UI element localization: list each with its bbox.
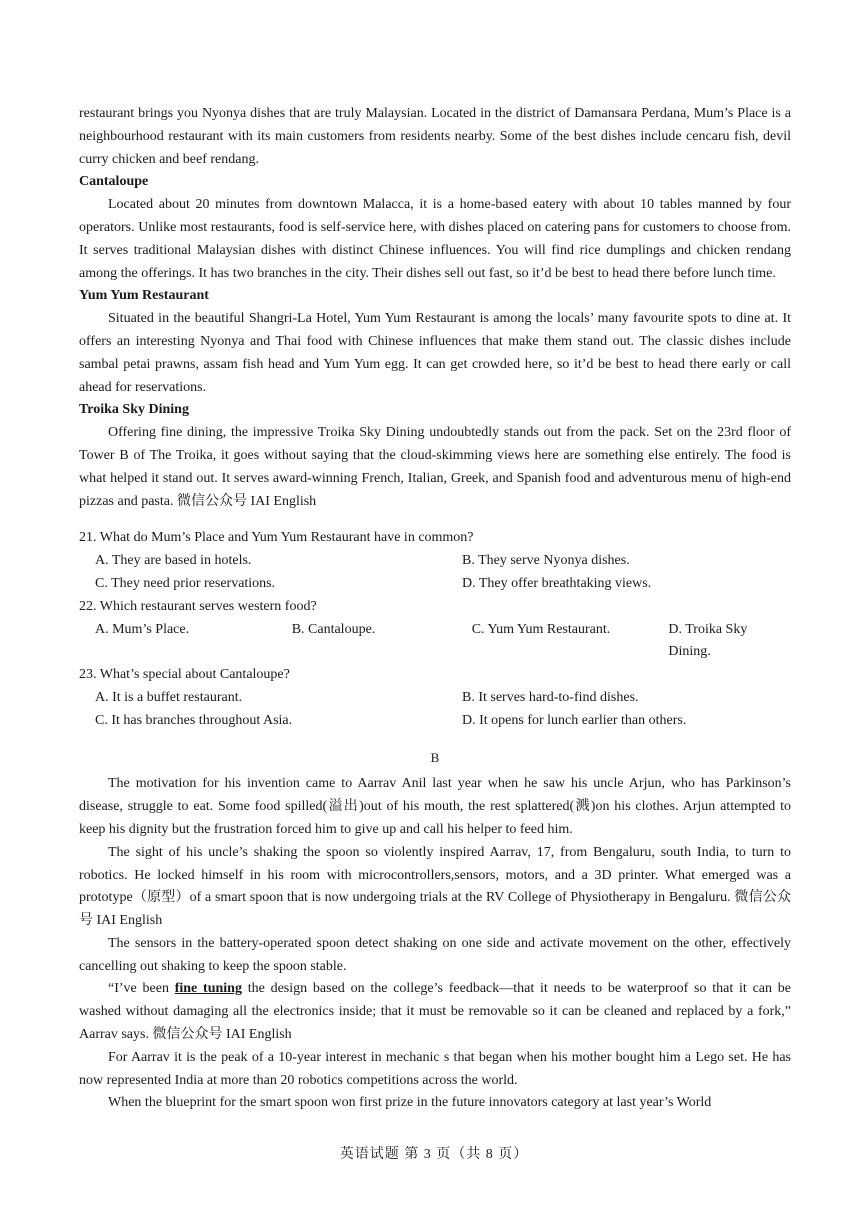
paragraph-4-before: “I’ve been [108,981,175,997]
section-text-yum-yum: Situated in the beautiful Shangri-La Hotel, Yum Yum Restaurant is among the locals’ many favourite spots to dine at. It offers an interesting Nyonya and Thai food with Chinese influences that make them stand out. The classic dishes include sambal petai prawns, assam fish head and Yum Yum egg. It can get crowded here, so it’d be best to head there early or call ahead for reservations. [79,311,791,395]
question-23-option-c: C. It has branches throughout Asia. [95,712,293,728]
page-footer: 英语试题 第 3 页（共 8 页） [339,1147,529,1162]
passage-b-label: B [430,749,440,765]
section-heading-yum-yum: Yum Yum Restaurant [79,288,209,304]
section-heading-troika: Troika Sky Dining [79,402,189,418]
exam-page [79,103,791,1115]
question-22-stem: 22. Which restaurant serves western food? [79,598,317,614]
underlined-phrase: fine tuning [174,981,242,997]
question-21-option-c: C. They need prior reservations. [95,575,276,591]
passage-b-paragraph-6: When the blueprint for the smart spoon won first prize in the future innovators category at last year’s World [108,1095,712,1111]
passage-b-paragraph-2: The sight of his uncle’s shaking the spoon so violently inspired Aarrav, 17, from Bengaluru, south India, to turn to robotics. He locked himself in his room with microcontrollers,sensors, motors, and a 3D printer. What emerged was a prototype（原型）of a smart spoon that is now undergoing trials at the RV College of Physiotherapy in Bengaluru. 微信公众号 IAI English [79,844,791,929]
question-22-option-b: B. Cantaloupe. [291,621,376,637]
question-23-options-row-2 [79,710,791,733]
question-23-options-row-1 [79,687,791,710]
passage-b-paragraph-5: For Aarrav it is the peak of a 10-year interest in mechanic s that began when his mother bought him a Lego set. He has now represented India at more than 20 robotics competitions across the world. [79,1049,791,1088]
question-22-option-a: A. Mum’s Place. [95,621,190,637]
question-22-option-c: C. Yum Yum Restaurant. [471,621,611,637]
section-text-troika: Offering fine dining, the impressive Troika Sky Dining undoubtedly stands out from the pack. Set on the 23rd floor of Tower B of The Troika, it goes without saying that the cloud-skimming views here are something else entirely. The food is what helped it stand out. It serves award-winning French, Italian, Greek, and Spanish food and adventurous menu of high-end pizzas and pasta. 微信公众号 IAI English [79,425,791,509]
paragraph-4-after: the design based on the college’s feedback—that it needs to be waterproof so that it can be washed without damaging all the electronics inside; that it must be removable so it can be cleaned and replaced by a fork,” Aarrav says. 微信公众号 IAI English [79,981,791,1043]
question-21-options-row-2 [79,573,791,596]
question-list [79,527,791,732]
passage-b-paragraph-1: The motivation for his invention came to Aarrav Anil last year when he saw his uncle Arjun, who has Parkinson’s disease, struggle to eat. Some food spilled(溢出)out of his mouth, the rest splattered(溅)on his clothes. Arjun attempted to keep his dignity but the frustration forced him to give up and call his helper to feed him. [79,776,791,837]
passage-b-paragraph-3: The sensors in the battery-operated spoon detect shaking on one side and activate movement on the other, effectively cancelling out shaking to keep the spoon stable. [79,935,791,974]
question-23-stem: 23. What’s special about Cantaloupe? [79,667,290,683]
question-21-option-d: D. They offer breathtaking views. [462,575,652,591]
question-21-options-row-1 [79,550,791,573]
question-21-option-a: A. They are based in hotels. [95,553,252,569]
question-21-stem: 21. What do Mum’s Place and Yum Yum Restaurant have in common? [79,530,474,546]
section-text-cantaloupe: Located about 20 minutes from downtown Malacca, it is a home-based eatery with about 10 tables manned by four operators. Unlike most restaurants, food is self-service here, with dishes placed on catering pans for customers to choose from. It serves traditional Malaysian dishes with distinct Chinese influences. You will find rice dumplings and chicken rendang among the offerings. It has two branches in the city. Their dishes sell out fast, so it’d be best to head there before lunch time. [79,197,791,281]
question-23-option-a: A. It is a buffet restaurant. [95,689,243,705]
question-23-option-b: B. It serves hard-to-find dishes. [462,689,639,705]
section-heading-cantaloupe: Cantaloupe [79,174,149,190]
question-22-option-d: D. Troika Sky Dining. [668,621,748,660]
question-23-option-d: D. It opens for lunch earlier than others. [462,712,687,728]
question-22-options-row [79,619,791,665]
question-21-option-b: B. They serve Nyonya dishes. [462,553,630,569]
passage-b-paragraph-4 [79,978,791,1046]
intro-paragraph: restaurant brings you Nyonya dishes that are truly Malaysian. Located in the district of Damansara Perdana, Mum’s Place is a neighbourhood restaurant with its main customers from residents nearby. Some of the best dishes include cencaru fish, devil curry chicken and beef rendang. [79,106,791,167]
